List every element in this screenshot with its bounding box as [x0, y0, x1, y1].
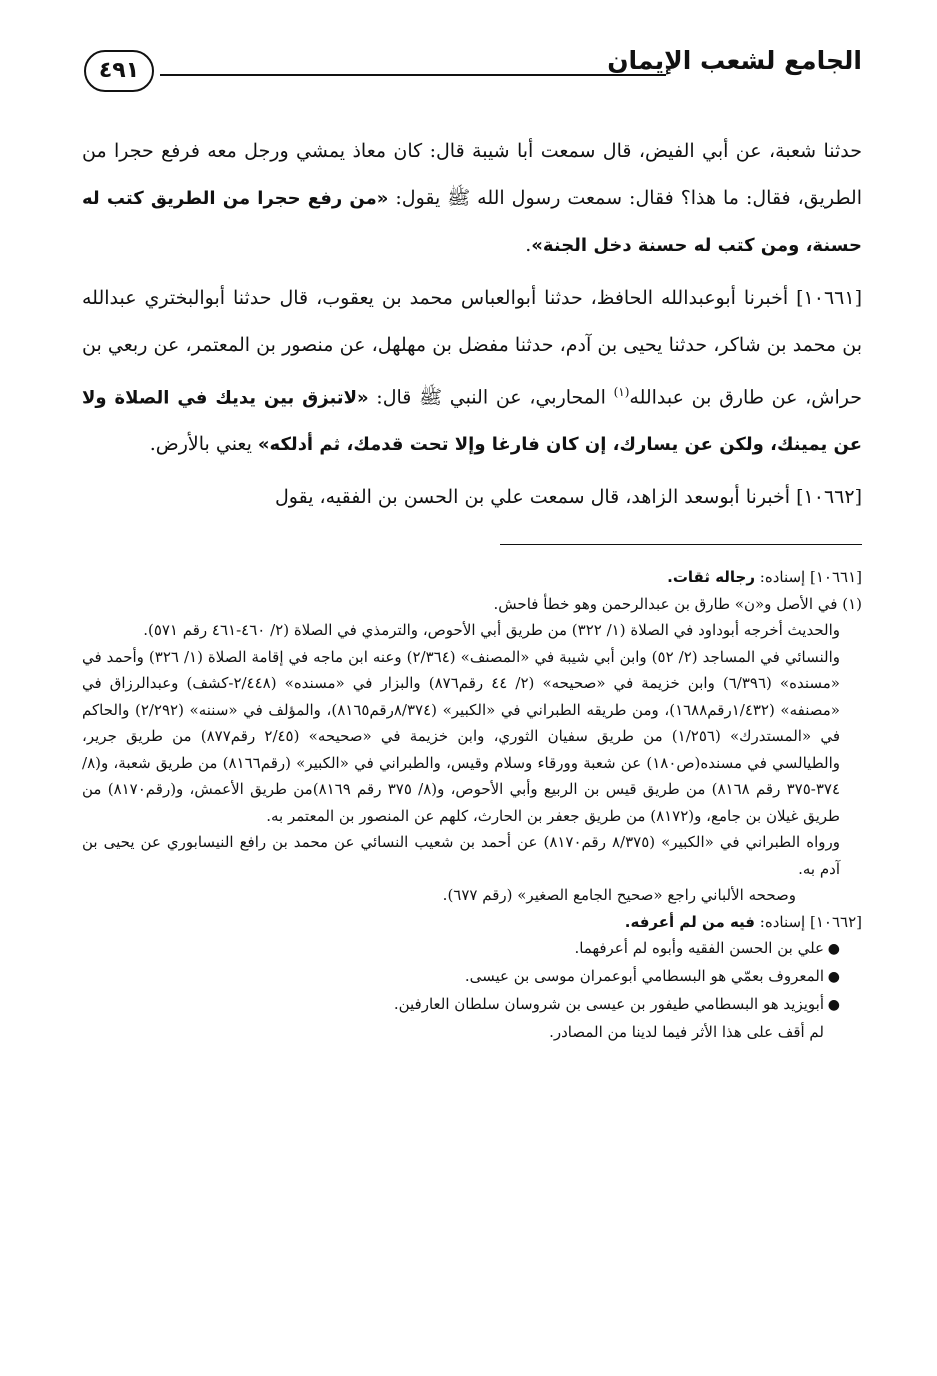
- footnote-note: (١) في الأصل و«ن» طارق بن عبدالرحمن وهو خطأ فاحش.: [493, 594, 862, 613]
- footnote-marker[interactable]: (١): [613, 385, 630, 399]
- list-item: [82, 935, 840, 963]
- bullet-icon: ●: [827, 969, 840, 985]
- hadith-number: [١٠٦٦٢]: [796, 486, 862, 509]
- isnad-label: إسناده:: [755, 912, 810, 931]
- footnote-isnad-grade: [82, 564, 862, 591]
- page-number-badge: ٤٩١: [84, 50, 154, 92]
- takhrij-paragraph: والنسائي في المساجد (٢/ ٥٢) وابن أبي شيبة في «المصنف» (٢/٣٦٤) وعنه ابن ماجه في إقامة الصلاة (١/ ٣٢٦) وأحمد في «مسنده» (٦/٣٩٦) وابن خزيمة في «صحيحه» (٢/ ٤٤ رقم٨٧٦) والبزار في «مسنده» (٢/٤٤٨-كشف) وعبدالرزاق في «مصنفه» (١/٤٣٢رقم١٦٨٨)، ومن طريقه الطبراني في «الكبير» (٨/٣٧٤رقم٨١٦٥)، والمؤلف في «سننه» (٢/٢٩٢) والحاكم في «المستدرك» (١/٢٥٦) من طريق سفيان الثوري، وابن خزيمة في «صحيحه» (٢/٤٥ رقم٨٧٧) من طريق جرير، والطيالسي في مسنده(ص١٨٠) عن شعبة وورقاء وسلام وقيس، والطبراني في «الكبير» (رقم٨١٦٦) من طريق شعبة، و(٨/ ٣٧٤-٣٧٥ رقم ٨١٦٨) من طريق قيس بن الربيع وأبي الأحوص، و(٨/ ٣٧٥ رقم ٨١٦٩)من طريق الأعمش، و(رقم٨١٧٠) من طريق غيلان بن جامع، و(٨١٧٢) من طريق جعفر بن الحارث، كلهم عن المنصور بن المعتمر به.: [82, 647, 841, 825]
- bullet-icon: ●: [827, 941, 840, 957]
- narration-text: .: [525, 234, 532, 256]
- hadith-number: [١٠٦٦١]: [796, 287, 862, 309]
- hadith-paragraph: [82, 275, 862, 468]
- list-item: [82, 963, 840, 991]
- list-item-text: المعروف بعمّي هو البسطامي أبوعمران موسى بن عيسى.: [464, 967, 824, 985]
- hadith-paragraph: [82, 128, 862, 269]
- takhrij-paragraph: ورواه الطبراني في «الكبير» (٨/٣٧٥ رقم٨١٧٠) عن أحمد بن شعيب النسائي عن محمد بن رافع النيسابوري عن يحيى بن آدم به.: [82, 833, 841, 878]
- book-page: [82, 38, 863, 1041]
- closing-note: لم أقف على هذا الأثر فيما لدينا من المصادر.: [549, 1023, 824, 1041]
- list-item: [82, 991, 840, 1019]
- hadith-matn: «لاتبزق بين يديك في الصلاة ولا عن يمينك، ولكن عن يسارك، إن كان فارغا وإلا تحت قدمك، ثم أدلكه»: [82, 387, 862, 456]
- narrator-notes-list: [82, 935, 862, 1019]
- bullet-icon: ●: [827, 997, 840, 1013]
- takhrij-paragraph: والحديث أخرجه أبوداود في الصلاة (١/ ٣٢٢) من طريق أبي الأحوص، والترمذي في الصلاة (٢/ ٤٦٠-٤٦١ رقم ٥٧١).: [143, 621, 840, 639]
- narration-text: يعني بالأرض.: [149, 433, 258, 456]
- isnad-grade: رجاله ثقات.: [667, 568, 756, 586]
- hadith-paragraph: [82, 474, 862, 521]
- hadith-matn: «من رفع حجرا من الطريق كتب له حسنة، ومن كتب له حسنة دخل الجنة»: [82, 188, 862, 256]
- running-header: [82, 38, 862, 118]
- list-item-text: أبويزيد هو البسطامي طيفور بن عيسى بن شروسان سلطان العارفين.: [393, 995, 824, 1013]
- footnote-hadith-number: [١٠٦٦١]: [809, 568, 862, 586]
- footnote-separator: [500, 544, 862, 545]
- isnad-grade: فيه من لم أعرفه.: [624, 912, 756, 931]
- isnad-text: المحاربي، عن النبي ﷺ قال:: [368, 386, 614, 409]
- footnote-hadith-number: [١٠٦٦٢]: [809, 912, 862, 931]
- footnote-isnad-grade: [82, 909, 862, 936]
- book-title: الجامع لشعب الإيمان: [607, 46, 862, 75]
- list-item-text: علي بن الحسن الفقيه وأبوه لم أعرفهما.: [574, 939, 824, 957]
- header-rule: [160, 74, 666, 76]
- main-text: [82, 128, 862, 527]
- footnotes: [82, 564, 862, 1046]
- narration-text: حدثنا شعبة، عن أبي الفيض، قال سمعت أبا شيبة قال: كان معاذ يمشي ورجل معه فرفع حجرا من الطريق، فقال: ما هذا؟ فقال: سمعت رسول الله ﷺ يقول:: [82, 140, 863, 209]
- isnad-text: أخبرنا أبوسعد الزاهد، قال سمعت علي بن الحسن بن الفقيه، يقول: [274, 486, 797, 509]
- isnad-label: إسناده:: [755, 568, 810, 586]
- isnad-text: أخبرنا أبوعبدالله الحافظ، حدثنا أبوالعباس محمد بن يعقوب، قال حدثنا أبوالبختري عبدالله بن محمد بن شاكر، حدثنا يحيى بن آدم، حدثنا مفضل بن مهلهل، عن منصور بن المعتمر، عن ربعي بن حراش، عن طارق بن عبدالله: [82, 287, 862, 409]
- albani-grading: وصححه الألباني راجع «صحيح الجامع الصغير» (رقم ٦٧٧).: [442, 886, 796, 904]
